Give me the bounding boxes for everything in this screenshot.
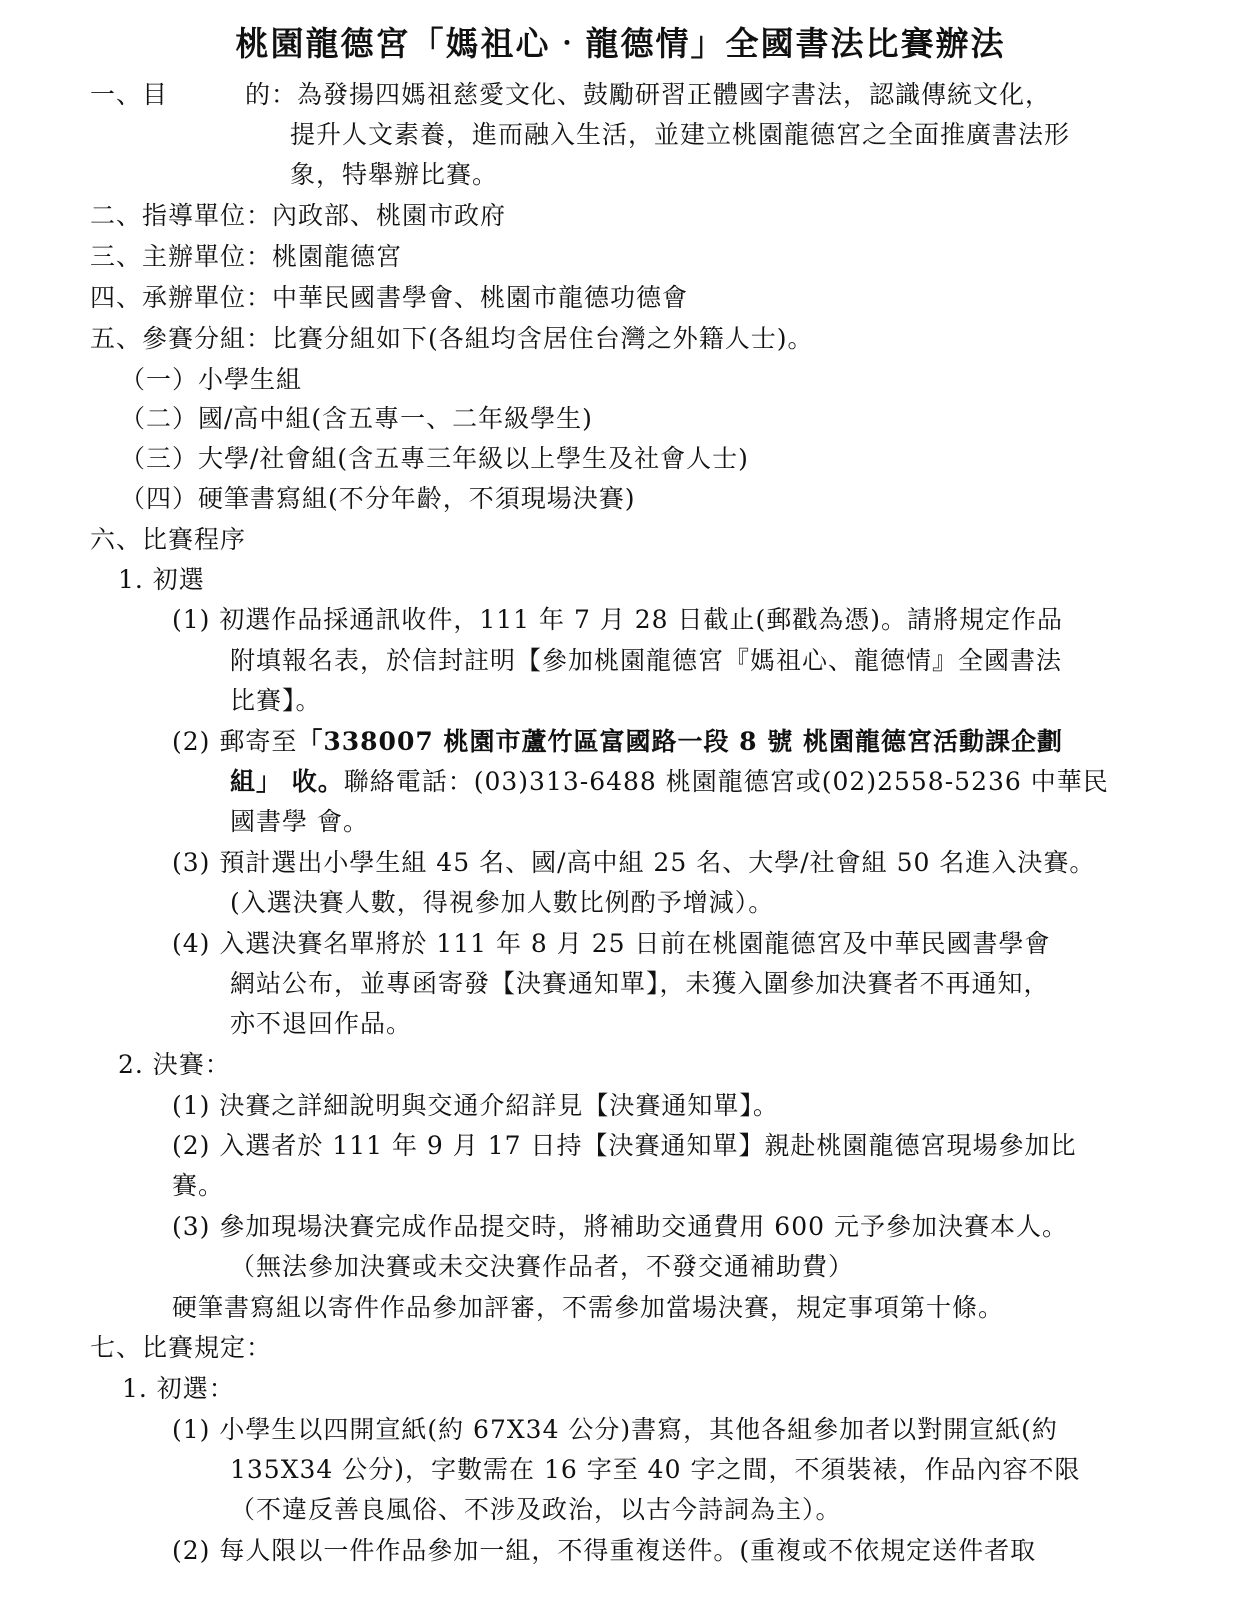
purpose-line-2: 提升人文素養，進而融入生活，並建立桃園龍德宮之全面推廣書法形 (290, 120, 1071, 149)
rule-2-line: (2) 每人限以一件作品參加一組，不得重複送件。(重複或不依規定送件者取 (172, 1536, 1037, 1565)
rule-1-line: 135X34 公分)，字數需在 16 字至 40 字之間，不須裝裱，作品內容不限 (230, 1455, 1081, 1484)
group-item: （三）大學/社會組(含五專三年級以上學生及社會人士) (120, 444, 749, 473)
prelim-item-4-line: 網站公布，並專函寄發【決賽通知單】，未獲入圍參加決賽者不再通知， (230, 969, 1050, 998)
contact-phones: 聯絡電話：(03)313-6488 桃園龍德宮或(02)2558-5236 中華民 (343, 767, 1109, 796)
purpose-line-1: 的：為發揚四媽祖慈愛文化、鼓勵研習正體國字書法，認識傳統文化， (245, 80, 1052, 109)
prelim-item-1-line: 附填報名表，於信封註明【參加桃園龍德宮『媽祖心、龍德情』全國書法 (230, 646, 1063, 675)
final-item-3-line: （無法參加決賽或未交決賽作品者，不發交通補助費） (230, 1252, 855, 1281)
guidance-unit: 二、指導單位：內政部、桃園市政府 (90, 201, 507, 230)
final-item-1: (1) 決賽之詳細說明與交通介紹詳見【決賽通知單】。 (172, 1091, 779, 1120)
procedure-final-heading: 2. 決賽： (118, 1050, 231, 1079)
rule-1-line: （不違反善良風俗、不涉及政治，以古今詩詞為主）。 (230, 1495, 842, 1524)
prelim-item-3-line: (3) 預計選出小學生組 45 名、國/高中組 25 名、大學/社會組 50 名進入決賽。 (172, 848, 1096, 877)
prelim-item-1-line: (1) 初選作品採通訊收件，111 年 7 月 28 日截止(郵戳為憑)。請將規定作品 (172, 605, 1064, 634)
organizer-unit: 三、主辦單位：桃園龍德宮 (90, 242, 403, 271)
rule-1-line: (1) 小學生以四開宣紙(約 67X34 公分)書寫，其他各組參加者以對開宣紙(約 (172, 1415, 1058, 1444)
final-item-3-line: (3) 參加現場決賽完成作品提交時，將補助交通費用 600 元予參加決賽本人。 (172, 1212, 1068, 1241)
rules-heading: 七、比賽規定： (90, 1333, 273, 1362)
prelim-item-4-line: (4) 入選決賽名單將於 111 年 8 月 25 日前在桃園龍德宮及中華民國書學會 (172, 929, 1051, 958)
purpose-line-3: 象，特舉辦比賽。 (290, 160, 499, 189)
mailing-recipient: 組」 收。 (230, 767, 344, 796)
group-item: （四）硬筆書寫組(不分年齡，不須現場決賽) (120, 484, 636, 513)
rules-prelim-heading: 1. 初選： (122, 1374, 235, 1403)
final-item-2-line: (2) 入選者於 111 年 9 月 17 日持【決賽通知單】親赴桃園龍德宮現場參加比 (172, 1131, 1077, 1160)
mailing-address: 「338007 桃園市蘆竹區富國路一段 8 號 桃園龍德宮活動課企劃 (297, 727, 1063, 756)
prelim-item-2-line-1 (172, 727, 1063, 757)
prelim-item-2-line-3: 國書學 會。 (230, 807, 369, 836)
prelim-item-4-line: 亦不退回作品。 (230, 1009, 413, 1038)
prelim-item-2-line-2 (230, 767, 1109, 797)
prelim-item-2-prefix: (2) 郵寄至 (172, 727, 298, 756)
purpose-label: 一、目 (90, 80, 169, 109)
final-item-2-line: 賽。 (172, 1171, 225, 1200)
prelim-item-1-line: 比賽】。 (230, 686, 322, 715)
document-title: 桃園龍德宮「媽祖心‧龍德情」全國書法比賽辦法 (235, 24, 1006, 63)
hardpen-note: 硬筆書寫組以寄件作品參加評審，不需參加當場決賽，規定事項第十條。 (172, 1293, 1005, 1322)
co-organizer-unit: 四、承辦單位：中華民國書學會、桃園市龍德功德會 (90, 283, 689, 312)
group-item: （二）國/高中組(含五專一、二年級學生) (120, 404, 593, 433)
procedure-prelim-heading: 1. 初選 (118, 565, 205, 594)
group-item: （一）小學生組 (120, 365, 303, 394)
prelim-item-3-line: (入選決賽人數，得視參加人數比例酌予增減）。 (230, 888, 775, 917)
groups-heading: 五、參賽分組：比賽分組如下(各組均含居住台灣之外籍人士)。 (90, 324, 814, 353)
procedure-heading: 六、比賽程序 (90, 525, 247, 554)
